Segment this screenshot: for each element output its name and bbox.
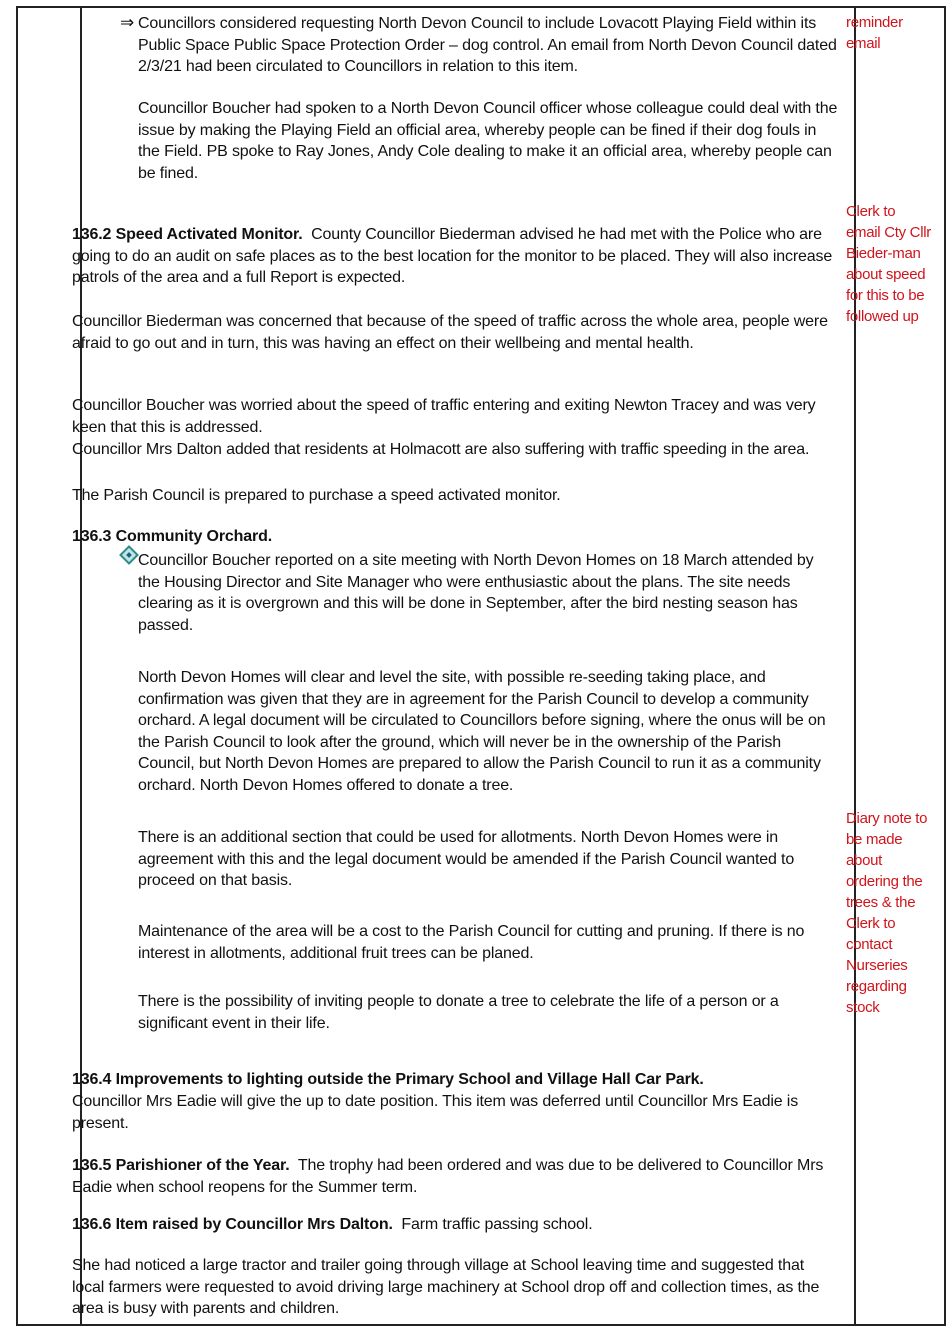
section-136-2-text: County Councillor Biederman advised he had met with the Police who are going to do an audit on safe places as to the best location for the monitor to be placed. They will also increase patrols of the area and a full Report is expected. [72, 226, 833, 287]
action-note-diary: Diary note to be made about ordering the trees & the Clerk to contact Nurseries regarding stock [846, 810, 928, 1016]
section-136-4-heading: 136.4 Improvements to lighting outside the Primary School and Village Hall Car Park. [72, 1071, 704, 1088]
monitor-purchase-paragraph: The Parish Council is prepared to purchase a speed activated monitor. [72, 487, 561, 504]
action-note-reminder: reminder email [846, 14, 903, 52]
section-136-5-heading: 136.5 Parishioner of the Year. [72, 1157, 290, 1174]
allotments-paragraph: There is an additional section that could be used for allotments. North Devon Homes were in agreement with this and the legal document would be amended if the Parish Council wanted to proceed on that basis. [138, 829, 795, 890]
lovacott-paragraph: Councillors considered requesting North Devon Council to include Lovacott Playing Field within its Public Space Public Space Protection Order – dog control. An email from North Devon Council dated 2/3/21 had been circulated to Councillors in relation to this item. [138, 15, 837, 76]
maintenance-paragraph: Maintenance of the area will be a cost to the Parish Council for cutting and pruning. If there is no interest in allotments, additional fruit trees can be planed. [138, 923, 805, 962]
boucher-speed-paragraph: Councillor Boucher was worried about the speed of traffic entering and exiting Newton Tracey and was very keen that this is addressed. [72, 397, 816, 436]
donate-tree-paragraph: There is the possibility of inviting people to donate a tree to celebrate the life of a person or a significant event in their life. [138, 993, 779, 1032]
section-136-4-text: Councillor Mrs Eadie will give the up to date position. This item was deferred until Councillor Mrs Eadie is present. [72, 1093, 799, 1132]
section-136-5 [72, 1155, 836, 1198]
section-136-6 [72, 1214, 836, 1236]
arrow-bullet-icon: ⇒ [120, 13, 135, 32]
dalton-paragraph: Councillor Mrs Dalton added that residents at Holmacott are also suffering with traffic speeding in the area. [72, 441, 810, 458]
boucher-dog-paragraph: Councillor Boucher had spoken to a North Devon Council officer whose colleague could deal with the issue by making the Playing Field an official area, whereby people can be fined if their dog fouls in the Field. PB spoke to Ray Jones, Andy Cole dealing to make it an official area, whereby people can be fined. [138, 100, 838, 182]
biederman-paragraph: Councillor Biederman was concerned that because of the speed of traffic across the whole area, people were afraid to go out and in turn, this was having an effect on their wellbeing and mental health. [72, 313, 828, 352]
section-136-5-text: The trophy had been ordered and was due to be delivered to Councillor Mrs Eadie when school reopens for the Summer term. [72, 1157, 824, 1196]
action-note-clerk-email: Clerk to email Cty Cllr Bieder-man about speed for this to be followed up [846, 203, 931, 325]
section-136-6-heading: 136.6 Item raised by Councillor Mrs Dalton. [72, 1216, 393, 1233]
farm-traffic-paragraph: She had noticed a large tractor and trailer going through village at School leaving time and suggested that local farmers were requested to avoid driving large machinery at School drop off and collection times, as the area is busy with parents and children. [72, 1257, 820, 1318]
orchard-clearing-paragraph: North Devon Homes will clear and level the site, with possible re-seeding taking place, and confirmation was given that they are in agreement for the Parish Council to develop a community orchard. A legal document will be circulated to Councillors before signing, where the onus will be on the Parish Council to look after the ground, which will never be in the ownership of the Parish Council, but North Devon Homes are prepared to allow the Parish Council to run it as a community orchard. North Devon Homes offered to donate a tree. [138, 669, 826, 794]
section-136-2-heading: 136.2 Speed Activated Monitor. [72, 226, 303, 243]
section-136-2 [72, 224, 836, 289]
section-136-3-heading: 136.3 Community Orchard. [72, 528, 273, 545]
orchard-site-meeting-paragraph: Councillor Boucher reported on a site meeting with North Devon Homes on 18 March attended by the Housing Director and Site Manager who were enthusiastic about the plans. The site needs clearing as it is overgrown and this will be done in September, after the bird nesting season has passed. [138, 552, 814, 634]
section-136-6-text: Farm traffic passing school. [401, 1216, 593, 1233]
